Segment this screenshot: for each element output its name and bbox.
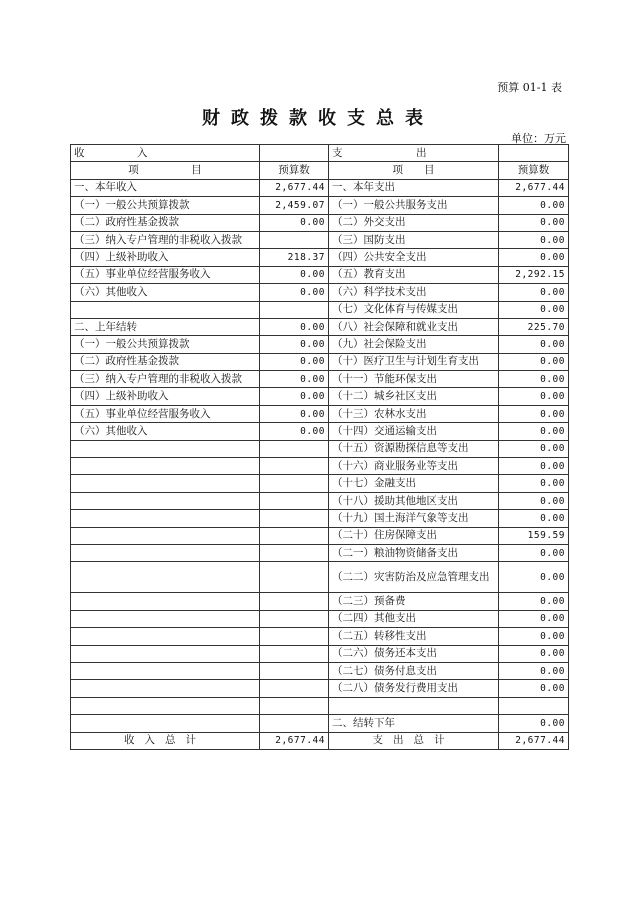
page-title: 财政拨款收支总表 [202, 108, 434, 129]
income-amount-cell: 0.00 [260, 353, 329, 370]
income-amount-cell [260, 662, 329, 679]
table-row [71, 458, 569, 475]
expense-item-cell: （五）教育支出 [329, 266, 499, 283]
table-body [71, 145, 569, 750]
table-row [71, 475, 569, 492]
table-row [71, 284, 569, 301]
income-item-cell [71, 492, 260, 509]
table-row [71, 593, 569, 610]
expense-item-cell: （九）社会保险支出 [329, 336, 499, 353]
expense-item-cell: （二五）转移性支出 [329, 628, 499, 645]
table-row [71, 388, 569, 405]
income-item-header: 项 目 [71, 162, 260, 179]
income-amount-cell [260, 440, 329, 457]
expense-item-cell: （二七）债务付息支出 [329, 662, 499, 679]
table-row [71, 628, 569, 645]
income-budget-header: 预算数 [260, 162, 329, 179]
expense-amount-cell: 0.00 [499, 680, 569, 697]
income-item-cell [71, 475, 260, 492]
table-row [71, 492, 569, 509]
expense-item-cell: （六）科学技术支出 [329, 284, 499, 301]
income-item-cell [71, 697, 260, 714]
income-amount-cell: 0.00 [260, 371, 329, 388]
expense-amount-cell: 0.00 [499, 715, 569, 732]
income-amount-cell: 2,677.44 [260, 179, 329, 196]
expense-amount-cell: 0.00 [499, 423, 569, 440]
expense-amount-cell: 0.00 [499, 371, 569, 388]
expense-budget-header: 预算数 [499, 162, 569, 179]
expense-amount-cell: 0.00 [499, 249, 569, 266]
income-amount-cell: 2,459.07 [260, 197, 329, 214]
table-row [71, 266, 569, 283]
income-item-cell [71, 301, 260, 318]
income-amount-cell [260, 510, 329, 527]
totals-row [71, 732, 569, 749]
expense-item-cell: （十一）节能环保支出 [329, 371, 499, 388]
income-item-cell: （六）其他收入 [71, 423, 260, 440]
expense-amount-cell: 0.00 [499, 336, 569, 353]
expense-amount-cell: 0.00 [499, 388, 569, 405]
budget-table [70, 144, 569, 750]
expense-total-amount: 2,677.44 [499, 732, 569, 749]
expense-item-header: 项 目 [329, 162, 499, 179]
table-row [71, 301, 569, 318]
header-row-columns [71, 162, 569, 179]
expense-amount-cell: 225.70 [499, 318, 569, 335]
income-amount-cell: 0.00 [260, 318, 329, 335]
table-row [71, 318, 569, 335]
table-row [71, 405, 569, 422]
expense-item-cell: （二八）债务发行费用支出 [329, 680, 499, 697]
income-amount-cell [260, 527, 329, 544]
expense-amount-cell: 0.00 [499, 405, 569, 422]
expense-amount-cell: 2,292.15 [499, 266, 569, 283]
income-amount-cell: 0.00 [260, 214, 329, 231]
table-row [71, 645, 569, 662]
expense-amount-cell: 0.00 [499, 562, 569, 593]
header-row-sections [71, 145, 569, 162]
income-amount-cell [260, 610, 329, 627]
expense-amount-cell: 0.00 [499, 593, 569, 610]
income-item-cell: （一）一般公共预算拨款 [71, 336, 260, 353]
expense-item-cell: （十九）国土海洋气象等支出 [329, 510, 499, 527]
expense-amount-cell: 0.00 [499, 301, 569, 318]
income-item-cell: 一、本年收入 [71, 179, 260, 196]
expense-item-cell: 二、结转下年 [329, 715, 499, 732]
table-row [71, 336, 569, 353]
income-item-cell: （三）纳入专户管理的非税收入拨款 [71, 371, 260, 388]
income-item-cell [71, 680, 260, 697]
expense-item-cell: （十）医疗卫生与计划生育支出 [329, 353, 499, 370]
table-row [71, 662, 569, 679]
income-amount-cell: 218.37 [260, 249, 329, 266]
income-amount-cell [260, 544, 329, 561]
income-section-header: 收 入 [71, 145, 260, 162]
income-item-cell: （四）上级补助收入 [71, 249, 260, 266]
income-item-cell: （二）政府性基金拨款 [71, 214, 260, 231]
income-item-cell [71, 562, 260, 593]
expense-amount-cell: 0.00 [499, 458, 569, 475]
table-row [71, 440, 569, 457]
expense-item-cell: （十四）交通运输支出 [329, 423, 499, 440]
expense-item-cell: （二十）住房保障支出 [329, 527, 499, 544]
income-amount-cell [260, 628, 329, 645]
income-item-cell [71, 715, 260, 732]
expense-amount-cell: 0.00 [499, 231, 569, 248]
expense-item-cell: （二二）灾害防治及应急管理支出 [329, 562, 499, 593]
income-total-amount: 2,677.44 [260, 732, 329, 749]
income-amount-cell: 0.00 [260, 423, 329, 440]
income-amount-cell: 0.00 [260, 266, 329, 283]
expense-item-cell: （八）社会保障和就业支出 [329, 318, 499, 335]
income-amount-cell: 0.00 [260, 336, 329, 353]
income-item-cell: （一）一般公共预算拨款 [71, 197, 260, 214]
income-item-cell [71, 544, 260, 561]
income-amount-cell [260, 301, 329, 318]
expense-item-cell: （十二）城乡社区支出 [329, 388, 499, 405]
income-amount-cell [260, 492, 329, 509]
income-item-cell [71, 645, 260, 662]
expense-item-cell: （十六）商业服务业等支出 [329, 458, 499, 475]
table-row [71, 214, 569, 231]
expense-amount-cell: 0.00 [499, 492, 569, 509]
expense-item-cell: （四）公共安全支出 [329, 249, 499, 266]
income-item-cell: （五）事业单位经营服务收入 [71, 266, 260, 283]
income-item-cell [71, 628, 260, 645]
income-item-cell: （五）事业单位经营服务收入 [71, 405, 260, 422]
expense-amount-cell: 2,677.44 [499, 179, 569, 196]
table-row [71, 697, 569, 714]
expense-item-cell: （三）国防支出 [329, 231, 499, 248]
income-amount-cell [260, 562, 329, 593]
expense-item-cell: （十三）农林水支出 [329, 405, 499, 422]
income-item-cell [71, 610, 260, 627]
expense-amount-cell: 0.00 [499, 214, 569, 231]
expense-amount-cell: 0.00 [499, 628, 569, 645]
income-item-cell: （六）其他收入 [71, 284, 260, 301]
income-total-label: 收入总计 [71, 732, 260, 749]
header-blank-cell [260, 145, 329, 162]
income-amount-cell [260, 715, 329, 732]
form-code: 预算 01-1 表 [497, 81, 562, 94]
income-item-cell [71, 440, 260, 457]
expense-amount-cell: 0.00 [499, 197, 569, 214]
expense-item-cell [329, 697, 499, 714]
expense-item-cell: （二）外交支出 [329, 214, 499, 231]
income-item-cell: 二、上年结转 [71, 318, 260, 335]
income-amount-cell [260, 458, 329, 475]
income-item-cell [71, 510, 260, 527]
income-item-cell [71, 527, 260, 544]
expense-amount-cell: 159.59 [499, 527, 569, 544]
income-item-cell: （二）政府性基金拨款 [71, 353, 260, 370]
table-row [71, 510, 569, 527]
expense-item-cell: （十八）援助其他地区支出 [329, 492, 499, 509]
table-row [71, 562, 569, 593]
table-row [71, 179, 569, 196]
expense-amount-cell: 0.00 [499, 662, 569, 679]
income-amount-cell [260, 593, 329, 610]
expense-item-cell: （二四）其他支出 [329, 610, 499, 627]
expense-section-header: 支 出 [329, 145, 499, 162]
expense-item-cell: （十五）资源勘探信息等支出 [329, 440, 499, 457]
expense-item-cell: （七）文化体育与传媒支出 [329, 301, 499, 318]
income-amount-cell: 0.00 [260, 388, 329, 405]
income-amount-cell [260, 680, 329, 697]
table-row [71, 610, 569, 627]
table-row [71, 353, 569, 370]
income-amount-cell: 0.00 [260, 405, 329, 422]
expense-amount-cell: 0.00 [499, 510, 569, 527]
table-row [71, 231, 569, 248]
expense-item-cell: （二三）预备费 [329, 593, 499, 610]
income-item-cell [71, 593, 260, 610]
table-row [71, 527, 569, 544]
table-row [71, 544, 569, 561]
expense-amount-cell: 0.00 [499, 475, 569, 492]
unit-label: 单位：万元 [511, 132, 566, 145]
table-row [71, 371, 569, 388]
expense-amount-cell: 0.00 [499, 544, 569, 561]
income-item-cell [71, 458, 260, 475]
income-amount-cell: 0.00 [260, 284, 329, 301]
expense-amount-cell: 0.00 [499, 440, 569, 457]
expense-amount-cell: 0.00 [499, 610, 569, 627]
table-row [71, 197, 569, 214]
expense-amount-cell [499, 697, 569, 714]
header-blank-cell [499, 145, 569, 162]
income-item-cell: （三）纳入专户管理的非税收入拨款 [71, 231, 260, 248]
expense-item-cell: （二一）粮油物资储备支出 [329, 544, 499, 561]
income-item-cell: （四）上级补助收入 [71, 388, 260, 405]
expense-total-label: 支出总计 [329, 732, 499, 749]
table-row [71, 249, 569, 266]
expense-amount-cell: 0.00 [499, 353, 569, 370]
income-amount-cell [260, 697, 329, 714]
income-amount-cell [260, 231, 329, 248]
table-row [71, 423, 569, 440]
table-row [71, 680, 569, 697]
expense-amount-cell: 0.00 [499, 645, 569, 662]
expense-amount-cell: 0.00 [499, 284, 569, 301]
expense-item-cell: （二六）债务还本支出 [329, 645, 499, 662]
income-item-cell [71, 662, 260, 679]
table-row [71, 715, 569, 732]
expense-item-cell: （十七）金融支出 [329, 475, 499, 492]
income-amount-cell [260, 475, 329, 492]
expense-item-cell: （一）一般公共服务支出 [329, 197, 499, 214]
expense-item-cell: 一、本年支出 [329, 179, 499, 196]
income-amount-cell [260, 645, 329, 662]
